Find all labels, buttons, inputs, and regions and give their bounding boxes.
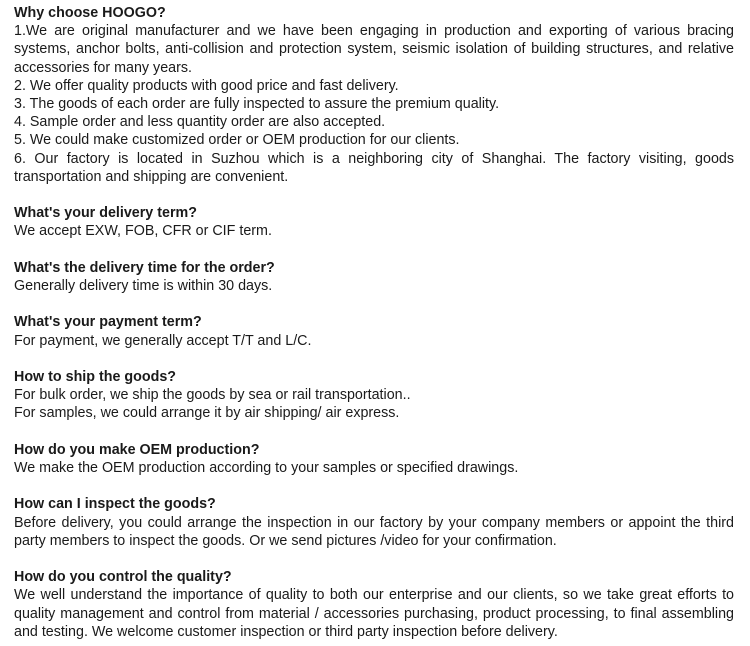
faq-section-payment-term — [14, 313, 734, 349]
faq-answer-line: 1.We are original manufacturer and we have been engaging in production and exporting of various bracing systems, anchor bolts, anti-collision and protection system, seismic isolation of building structures, and relative accessories for many years. — [14, 23, 734, 76]
faq-section-delivery-term — [14, 204, 734, 240]
faq-answer-line: Generally delivery time is within 30 days. — [14, 278, 273, 295]
faq-document — [14, 4, 734, 641]
faq-answer-line: For bulk order, we ship the goods by sea or rail transportation.. — [14, 387, 411, 404]
faq-question: What's your delivery term? — [14, 205, 197, 222]
faq-answer-line: 3. The goods of each order are fully inspected to assure the premium quality. — [14, 96, 500, 113]
faq-section-why-choose — [14, 4, 734, 186]
faq-section-delivery-time — [14, 259, 734, 295]
faq-section-oem — [14, 441, 734, 477]
faq-answer-line: We well understand the importance of quality to both our enterprise and our clients, so we take great efforts to quality management and control from material / accessories purchasing, product processing, to final assembling and testing. We welcome customer inspection or third party inspection before delivery. — [14, 587, 734, 640]
faq-question: How to ship the goods? — [14, 369, 177, 385]
faq-answer-line: 4. Sample order and less quantity order are also accepted. — [14, 114, 386, 131]
faq-answer-line: We accept EXW, FOB, CFR or CIF term. — [14, 223, 272, 240]
faq-answer-line: Before delivery, you could arrange the inspection in our factory by your company members or appoint the third party members to inspect the goods. Or we send pictures /video for your confirmation. — [14, 514, 734, 549]
faq-answer-line: 2. We offer quality products with good price and fast delivery. — [14, 77, 399, 94]
faq-section-inspection — [14, 495, 734, 550]
faq-answer-line: For samples, we could arrange it by air shipping/ air express. — [14, 405, 400, 422]
faq-question: Why choose HOOGO? — [14, 5, 166, 21]
faq-question: What's your payment term? — [14, 314, 202, 331]
faq-answer-line: For payment, we generally accept T/T and L/C. — [14, 332, 312, 349]
faq-question: What's the delivery time for the order? — [14, 259, 275, 276]
faq-answer-line: 5. We could make customized order or OEM production for our clients. — [14, 132, 460, 149]
faq-answer-line: We make the OEM production according to your samples or specified drawings. — [14, 460, 519, 476]
faq-question: How do you control the quality? — [14, 569, 232, 586]
faq-question: How do you make OEM production? — [14, 441, 260, 458]
faq-answer-line: 6. Our factory is located in Suzhou which is a neighboring city of Shanghai. The factory visiting, goods transportation and shipping are convenient. — [14, 150, 734, 185]
faq-section-quality-control — [14, 568, 734, 641]
faq-question: How can I inspect the goods? — [14, 496, 216, 513]
faq-section-shipping — [14, 368, 734, 423]
